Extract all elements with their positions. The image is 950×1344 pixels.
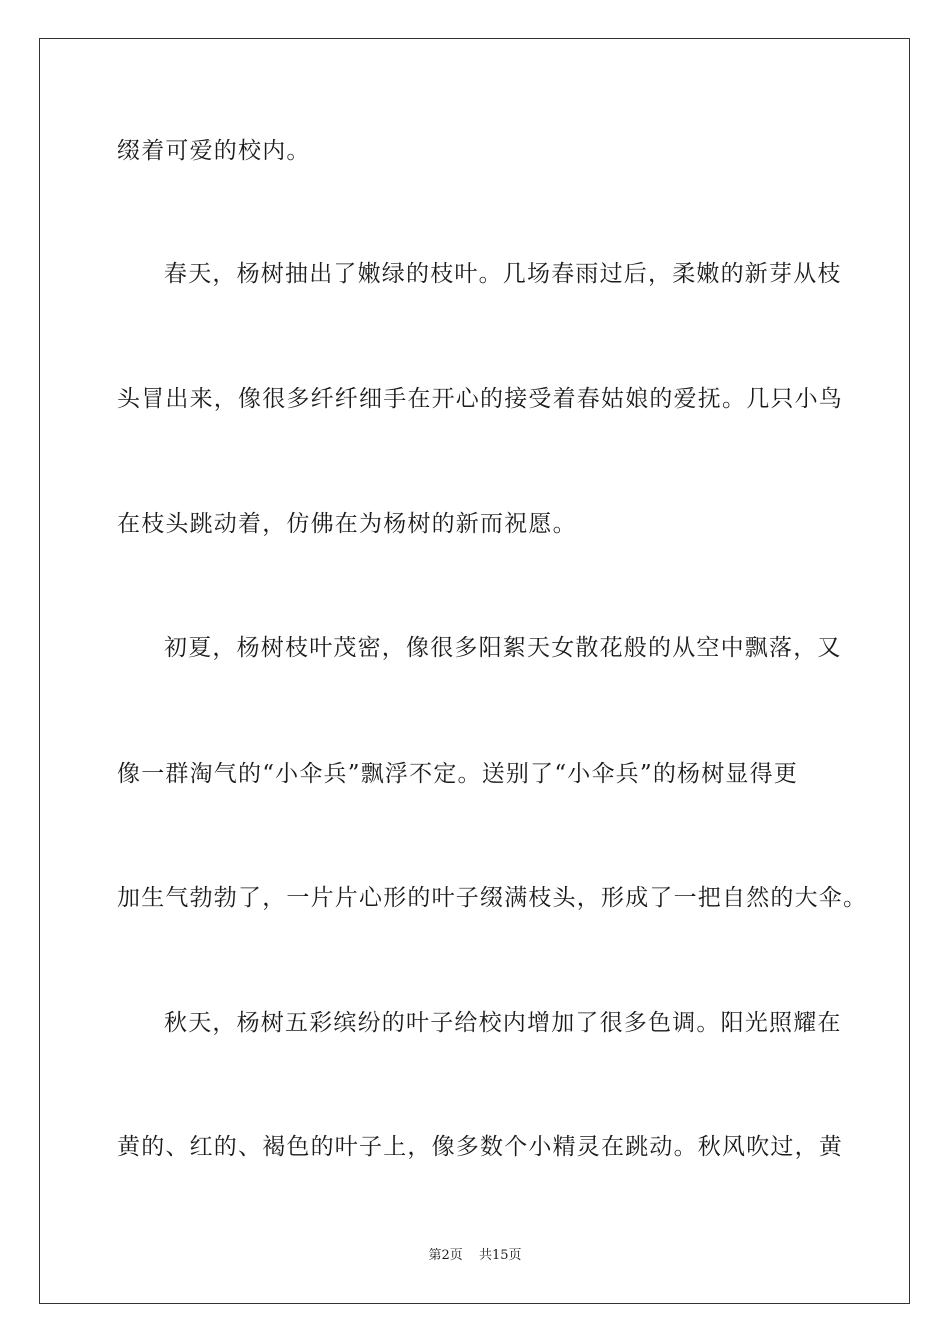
text-line: 像一群淘气的“小伞兵”飘浮不定。送别了“小伞兵”的杨树显得更 [117, 761, 799, 787]
page-footer [0, 1247, 950, 1265]
text-line: 头冒出来，像很多纤纤细手在开心的接受着春姑娘的爱抚。几只小鸟 [117, 386, 843, 412]
paragraph-summer-start: 初夏，杨树枝叶茂密，像很多阳絮天女散花般的从空中飘落，又 [164, 635, 842, 661]
text-line: 缀着可爱的校内。 [117, 138, 311, 164]
text-line: 在枝头跳动着，仿佛在为杨树的新而祝愿。 [117, 511, 577, 537]
page-number: 第2页 [428, 1248, 463, 1263]
paragraph-spring-start: 春天，杨树抽出了嫩绿的枝叶。几场春雨过后，柔嫩的新芽从枝 [164, 261, 842, 287]
text-line: 黄的、红的、褐色的叶子上，像多数个小精灵在跳动。秋风吹过，黄 [117, 1134, 843, 1160]
page-border [39, 38, 910, 1304]
page-total: 共15页 [478, 1248, 522, 1263]
paragraph-autumn-start: 秋天，杨树五彩缤纷的叶子给校内增加了很多色调。阳光照耀在 [164, 1010, 842, 1036]
text-line: 加生气勃勃了，一片片心形的叶子缀满枝头，形成了一把自然的大伞。 [117, 885, 868, 911]
